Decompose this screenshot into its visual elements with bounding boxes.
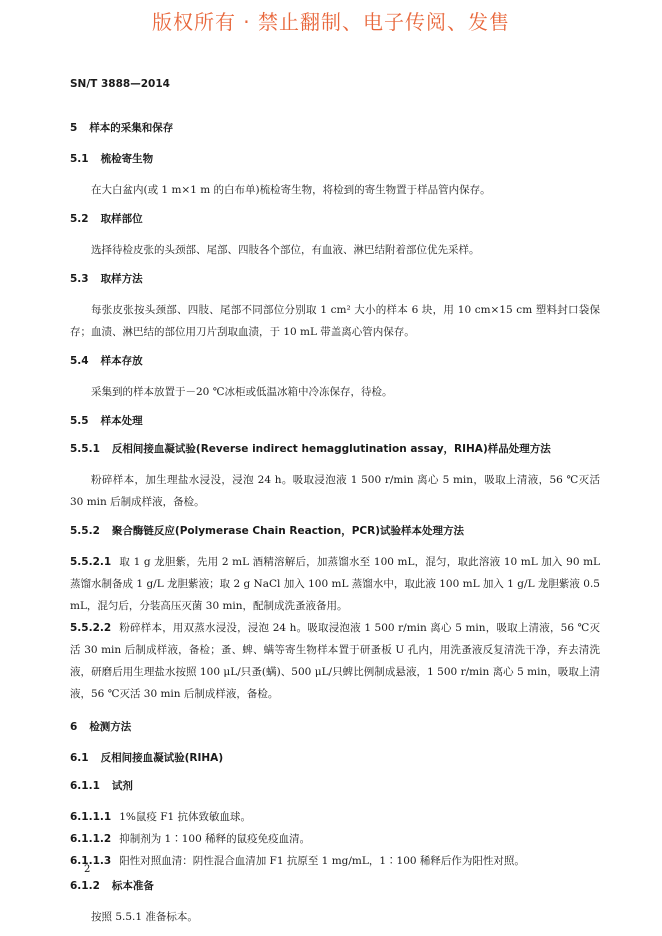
paragraph: 粉碎样本，加生理盐水浸没，浸泡 24 h。吸取浸泡液 1 500 r/min 离心 5 min，吸取上清液，56 ℃灭活 30 min 后制成样液，备检。 [70, 474, 600, 508]
paragraph: 采集到的样本放置于－20 ℃冰柜或低温冰箱中冷冻保存，待检。 [91, 386, 393, 398]
paragraph: 选择待检皮张的头颈部、尾部、四肢各个部位，有血液、淋巴结附着部位优先采样。 [91, 244, 480, 256]
subsection-heading: 5.4 样本存放 [70, 355, 143, 367]
numbered-item: 6.1.1.3 阳性对照血清：阴性混合血清加 F1 抗原至 1 mg/mL，1∶100 稀释后作为阳性对照。 [70, 855, 525, 867]
paragraph: 每张皮张按头颈部、四肢、尾部不同部位分别取 1 cm² 大小的样本 6 块，用 10 cm×15 cm 塑料封口袋保存；血渍、淋巴结的部位用刀片刮取血渍，于 10 mL 带盖离心管内保存。 [70, 304, 600, 338]
subsection-heading: 5.3 取样方法 [70, 273, 143, 285]
numbered-item: 5.5.2.2 粉碎样本，用双蒸水浸没，浸泡 24 h。吸取浸泡液 1 500 r/min 离心 5 min，吸取上清液，56 ℃灭活 30 min 后制成样液，备检；蚤、蜱、螨等寄生物样本置于研蚤板 U 孔内，用洗蚤液反复清洗干净，弃去清洗液，研磨后用生理盐水按照 100 μL/只蚤(螨)、500 μL/只蜱比例制成悬液，1 500 r/min 离心 5 min，吸取上清液，56 ℃灭活 30 min 后制成样液，备检。 [70, 622, 600, 700]
copyright-watermark: 版权所有 · 禁止翻制、电子传阅、发售 [151, 10, 511, 34]
subsection-heading: 6.1.2 标本准备 [70, 880, 154, 892]
subsection-heading: 5.5 样本处理 [70, 415, 143, 427]
numbered-item: 6.1.1.2 抑制剂为 1∶100 稀释的鼠疫免疫血清。 [70, 833, 311, 845]
page-number: 2 [84, 864, 91, 875]
subsection-heading: 6.1.1 试剂 [70, 780, 133, 792]
subsection-heading: 6.1 反相间接血凝试验(RIHA) [70, 752, 224, 764]
paragraph: 按照 5.5.1 准备标本。 [91, 911, 198, 923]
subsection-heading: 5.5.1 反相间接血凝试验(Reverse indirect hemagglutination assay，RIHA)样品处理方法 [70, 443, 551, 455]
subsection-heading: 5.2 取样部位 [70, 213, 143, 225]
numbered-item: 5.5.2.1 取 1 g 龙胆紫，先用 2 mL 酒精溶解后，加蒸馏水至 100 mL，混匀，取此溶液 10 mL 加入 90 mL 蒸馏水制备成 1 g/L 龙胆紫液；取 2 g NaCl 加入 100 mL 蒸馏水中，取此液 100 mL 加入 1 g/L 龙胆紫液 0.5 mL，混匀后，分装高压灭菌 30 min，配制成洗蚤液备用。 [70, 556, 600, 612]
numbered-item: 6.1.1.1 1%鼠疫 F1 抗体致敏血球。 [70, 811, 252, 823]
subsection-heading: 5.5.2 聚合酶链反应(Polymerase Chain Reaction，PCR)试验样本处理方法 [70, 525, 465, 537]
section-heading: 5 样本的采集和保存 [70, 122, 174, 134]
paragraph: 在大白盆内(或 1 m×1 m 的白布单)梳检寄生物，将检到的寄生物置于样品管内保存。 [91, 184, 491, 196]
document-body [70, 120, 600, 932]
section-heading: 6 检测方法 [70, 721, 132, 733]
subsection-heading: 5.1 梳检寄生物 [70, 153, 154, 165]
document-id: SN/T 3888—2014 [70, 78, 170, 90]
